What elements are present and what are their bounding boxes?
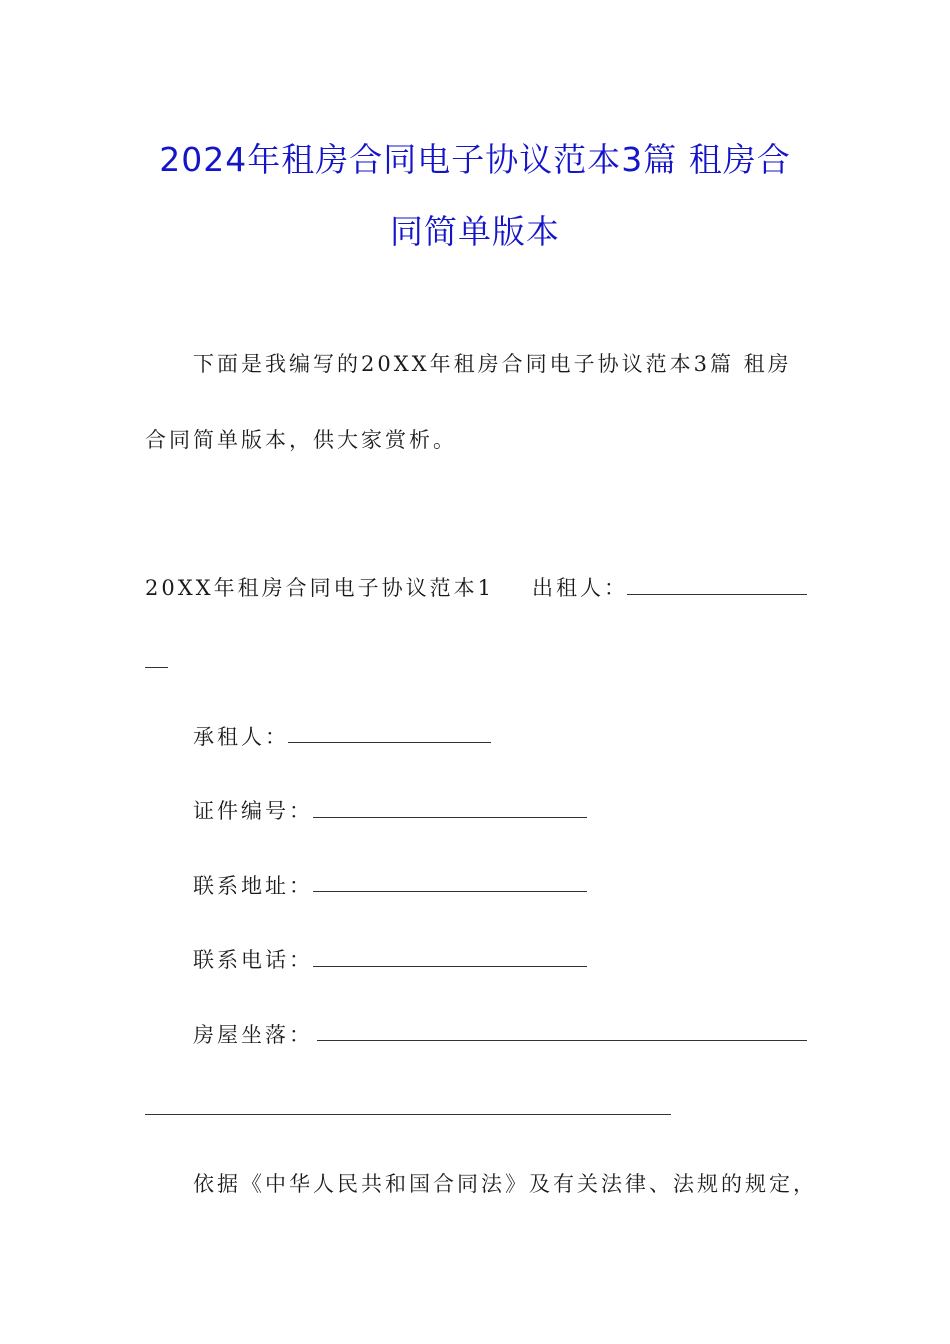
- phone-label: 联系电话：: [193, 948, 313, 972]
- address-blank: [313, 891, 587, 892]
- id-number-label: 证件编号：: [193, 799, 313, 823]
- address-label: 联系地址：: [193, 874, 313, 898]
- intro-paragraph-line-2: 合同简单版本，供大家赏析。: [145, 428, 457, 452]
- phone-blank: [313, 966, 587, 967]
- document-title-line-1: 2024年租房合同电子协议范本3篇 租房合: [159, 140, 791, 179]
- body-paragraph-line-1: 依据《中华人民共和国合同法》及有关法律、法规的规定，: [193, 1172, 817, 1196]
- lessor-blank-continuation: [145, 667, 168, 668]
- property-location-label: 房屋坐落：: [193, 1023, 313, 1047]
- lessee-label: 承租人：: [193, 725, 289, 749]
- intro-paragraph-line-1: 下面是我编写的20XX年租房合同电子协议范本3篇 租房: [193, 352, 792, 376]
- lessee-blank: [288, 742, 491, 743]
- property-location-blank: [317, 1040, 807, 1041]
- section-heading: 20XX年租房合同电子协议范本1: [145, 576, 494, 600]
- lessor-label: 出租人：: [532, 576, 628, 600]
- id-number-blank: [313, 817, 587, 818]
- lessor-blank: [627, 594, 807, 595]
- document-title-line-2: 同简单版本: [390, 212, 560, 251]
- property-location-blank-continuation: [145, 1114, 671, 1115]
